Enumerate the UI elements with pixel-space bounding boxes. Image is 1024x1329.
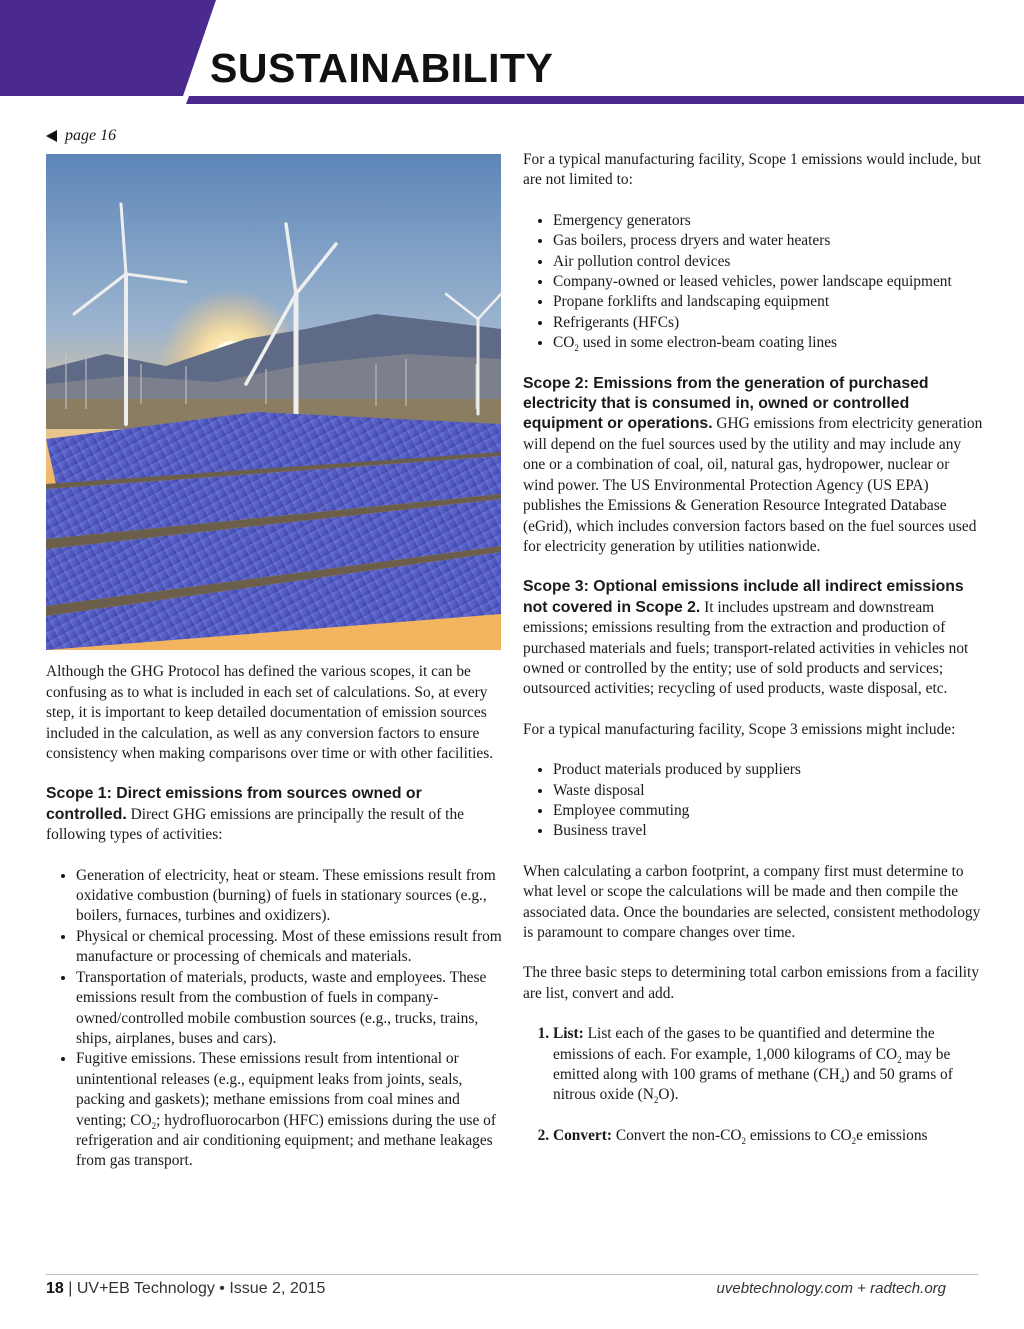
list-item: • Air pollution control devices (553, 252, 983, 272)
step-convert (553, 1126, 983, 1146)
text-segment: Fugitive emissions. These emissions result from intentional or unintentional releases (e.g., equipment leaks from joints, seals, packing and gaskets); methane emissions from coal mines and venting; CO (76, 1050, 463, 1129)
subscript: 4 (839, 1075, 845, 1086)
scope3-paragraph (523, 577, 983, 699)
page-reference[interactable] (46, 126, 506, 146)
step-label: Convert: (553, 1126, 612, 1144)
list-item: • Product materials produced by suppliers (553, 760, 983, 780)
list-item: • Emergency generators (553, 211, 983, 231)
publication-name: UV+EB Technology • Issue 2, 2015 (76, 1280, 326, 1297)
step-list (553, 1024, 983, 1106)
subscript: 2 (851, 1135, 857, 1146)
triangle-left-icon (46, 130, 57, 142)
text-segment: ) and 50 grams of nitrous oxide (N (553, 1066, 953, 1104)
footer-publication-info (46, 1280, 325, 1298)
basic-steps-paragraph: The three basic steps to determining total carbon emissions from a facility are list, convert and add. (523, 964, 980, 1002)
text-segment: O). (658, 1086, 679, 1104)
scope1-intro: For a typical manufacturing facility, Scope 1 emissions would include, but are not limited to: (523, 151, 982, 189)
scope3-item-list (523, 760, 983, 842)
text-segment: Convert the non-CO (611, 1126, 742, 1144)
subscript: 2 (151, 1120, 157, 1131)
scope1-paragraph (46, 784, 506, 845)
step-label: List: (553, 1025, 584, 1043)
intro-paragraph: Although the GHG Protocol has defined the various scopes, it can be confusing as to what is included in each set of calculations. So, at every step, it is important to keep detailed documentation of emission sources included in the calculation, as well as any conversion factors to ensure consistency when making comparisons over time or with other facilities. (46, 663, 494, 763)
list-item: • Waste disposal (553, 781, 983, 801)
scope3-heading: Scope 3: Optional emissions include all indirect emissions not covered in Scope 2. (523, 578, 964, 616)
footer-separator: | (63, 1280, 77, 1297)
subscript: 2 (653, 1095, 659, 1106)
list-item: • Employee commuting (553, 801, 983, 821)
list-item: • Transportation of materials, products, waste and employees. These emissions result from the combustion of fuels in company-owned/controlled mobile combustion sources (e.g., trucks, trains, ships, airplanes, buses and cars). (76, 968, 506, 1050)
text-segment: ; hydrofluorocarbon (HFC) emissions during the use of refrigeration and air conditioning equipment; and methane leakages from gas transport. (76, 1111, 496, 1170)
list-item: • Business travel (553, 821, 983, 841)
scope2-paragraph (523, 374, 983, 558)
wind-turbines-solar-panels-photo (46, 154, 501, 650)
list-item: • Refrigerants (HFCs) (553, 313, 983, 333)
scope1-heading: Scope 1: Direct emissions from sources owned or controlled. (46, 785, 422, 823)
right-column (523, 150, 983, 1166)
footer-websites: uvebtechnology.com + radtech.org (716, 1280, 946, 1297)
list-item (76, 1049, 506, 1171)
list-item: • Propane forklifts and landscaping equipment (553, 292, 983, 312)
list-item (553, 333, 983, 353)
list-item: • Gas boilers, process dryers and water heaters (553, 231, 983, 251)
scope1-text: Direct GHG emissions are principally the result of the following types of activities: (46, 805, 464, 844)
text-segment: may be emitted along with 100 grams of methane (CH (553, 1045, 951, 1084)
footer-divider (46, 1274, 978, 1275)
scope1-source-list (523, 211, 983, 354)
page-title: SUSTAINABILITY (210, 45, 554, 91)
page-reference-label: page 16 (65, 127, 117, 144)
scope3-text: It includes upstream and downstream emissions; emissions resulting from the extraction and production of purchased materials and fuels; transport-related activities in vehicles not owned or controlled by the entity; use of sold products and services; outsourced activities; recycling of used products, waste disposal, etc. (523, 598, 969, 698)
subscript: 2 (741, 1135, 747, 1146)
scope2-heading: Scope 2: Emissions from the generation of purchased electricity that is consumed in, owned or controlled equipment or operations. (523, 374, 929, 433)
scope3-intro: For a typical manufacturing facility, Scope 3 emissions might include: (523, 720, 956, 738)
list-item: • Generation of electricity, heat or steam. These emissions result from oxidative combustion (burning) of fuels in stationary sources (e.g., boilers, furnaces, turbines and oxidizers). (76, 866, 506, 927)
list-item: • Company-owned or leased vehicles, power landscape equipment (553, 272, 983, 292)
text-segment: CO (553, 334, 575, 352)
carbon-footprint-paragraph: When calculating a carbon footprint, a company first must determine to what level or scope the calculations will be made and then compile the associated data. Once the boundaries are selected, consistent methodology is paramount to compare changes over time. (523, 862, 981, 941)
page-number: 18 (46, 1280, 64, 1297)
text-segment: List each of the gases to be quantified and determine the emissions of each. For example, 1,000 kilograms of CO (553, 1025, 935, 1063)
steps-list (523, 1024, 983, 1146)
scope1-activity-list (46, 866, 506, 1172)
text-segment: used in some electron-beam coating lines (578, 334, 838, 352)
scope2-text: GHG emissions from electricity generation will depend on the fuel sources used by the utility and may include any one or a combination of coal, oil, natural gas, hydropower, nuclear or wind power. The US Environmental Protection Agency (US EPA) publishes the Emissions & Generation Resource Integrated Database (eGrid), which includes conversion factors based on the fuel sources used for electricity generation by utilities nationwide. (523, 415, 983, 555)
left-column (46, 126, 506, 1192)
subscript: 2 (897, 1054, 902, 1065)
text-segment: e emissions (856, 1126, 928, 1144)
subscript: 2 (574, 343, 579, 354)
list-item: • Physical or chemical processing. Most of these emissions result from manufacture or processing of chemicals and materials. (76, 927, 506, 968)
text-segment: emissions to CO (746, 1126, 852, 1144)
